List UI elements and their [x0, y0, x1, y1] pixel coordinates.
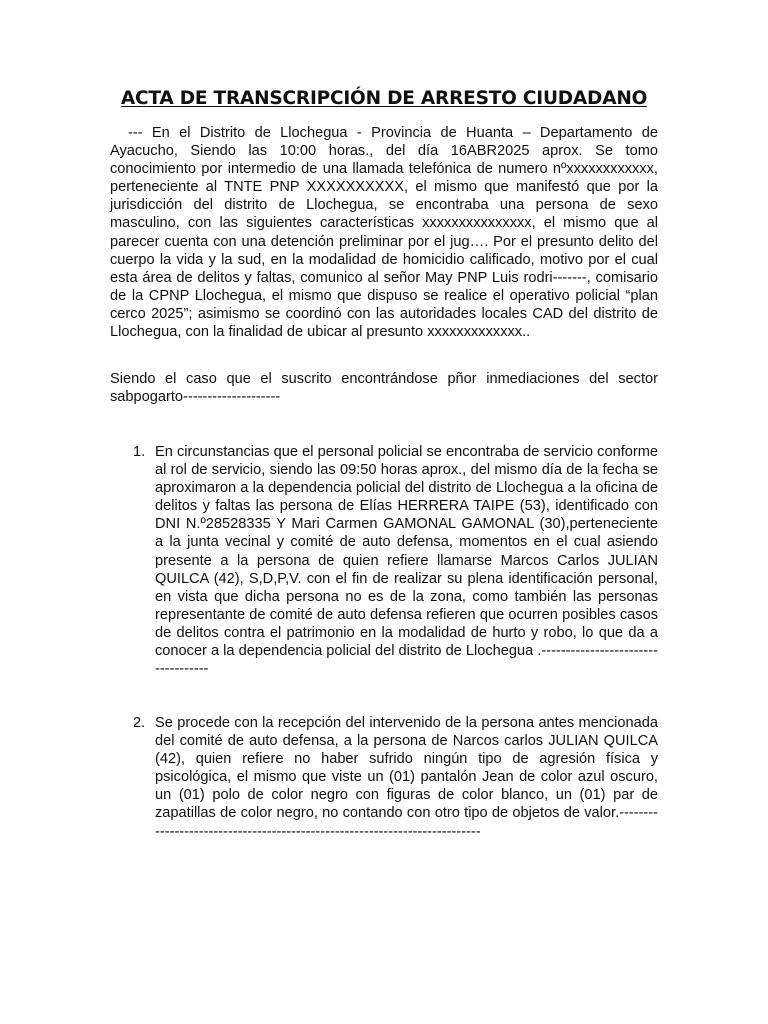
document-title: ACTA DE TRANSCRIPCIÓN DE ARRESTO CIUDADANO: [120, 88, 648, 109]
list-item-number: 2.: [133, 715, 146, 731]
context-paragraph: Siendo el caso que el suscrito encontrándose pñor inmediaciones del sector sabpogarto--------------------: [110, 371, 658, 406]
list-item-number: 1.: [133, 444, 146, 460]
list-item: Se procede con la recepción del intervenido de la persona antes mencionada del comité de auto defensa, a la persona de Narcos carlos JULIAN QUILCA (42), quien refiere no haber sufrido ningún tipo de agresión física y psicológica, el mismo que viste un (01) pantalón Jean de color azul oscuro, un (01) polo de color negro con figuras de color blanco, un (01) par de zapatillas de color negro, no contando con otro tipo de objetos de valor.---------------------------------------------------------------------------: [155, 715, 658, 840]
intro-paragraph: --- En el Distrito de Llochegua - Provincia de Huanta – Departamento de Ayacucho, Siendo las 10:00 horas., del día 16ABR2025 aprox. Se tomo conocimiento por intermedio de una llamada telefónica de numero nºxxxxxxxxxxxx, perteneciente al TNTE PNP XXXXXXXXXX, el mismo que manifestó que por la jurisdicción del distrito de Llochegua, se encontraba una persona de sexo masculino, con las siguientes características xxxxxxxxxxxxxxx, el mismo que al parecer cuenta con una detención preliminar por el jug…. Por el presunto delito del cuerpo la vida y la sud, en la modalidad de homicidio calificado, motivo por el cual esta área de delitos y faltas, comunico al señor May PNP Luis rodri-------, comisario de la CPNP Llochegua, el mismo que dispuso se realice el operativo policial “plan cerco 2025”; asimismo se coordinó con las autoridades locales CAD del distrito de Llochegua, con la finalidad de ubicar al presunto xxxxxxxxxxxxx..: [110, 125, 658, 341]
list-item: En circunstancias que el personal policial se encontraba de servicio conforme al rol de servicio, siendo las 09:50 horas aprox., del mismo día de la fecha se aproximaron a la dependencia policial del distrito de Llochegua a la oficina de delitos y faltas las persona de Elías HERRERA TAIPE (53), identificado con DNI N.º28528335 Y Mari Carmen GAMONAL GAMONAL (30),perteneciente a la junta vecinal y comité de auto defensa, momentos en el cual asiendo presente a la persona de quien refiere llamarse Marcos Carlos JULIAN QUILCA (42), S,D,P,V. con el fin de realizar su plena identificación personal, en vista que dicha persona no es de la zona, como también las personas representante de comité de auto defensa refieren que ocurren posibles casos de delitos contra el patrimonio en la modalidad de hurto y robo, lo que da a conocer a la dependencia policial del distrito de Llochegua .-----------------------------------: [155, 444, 658, 678]
